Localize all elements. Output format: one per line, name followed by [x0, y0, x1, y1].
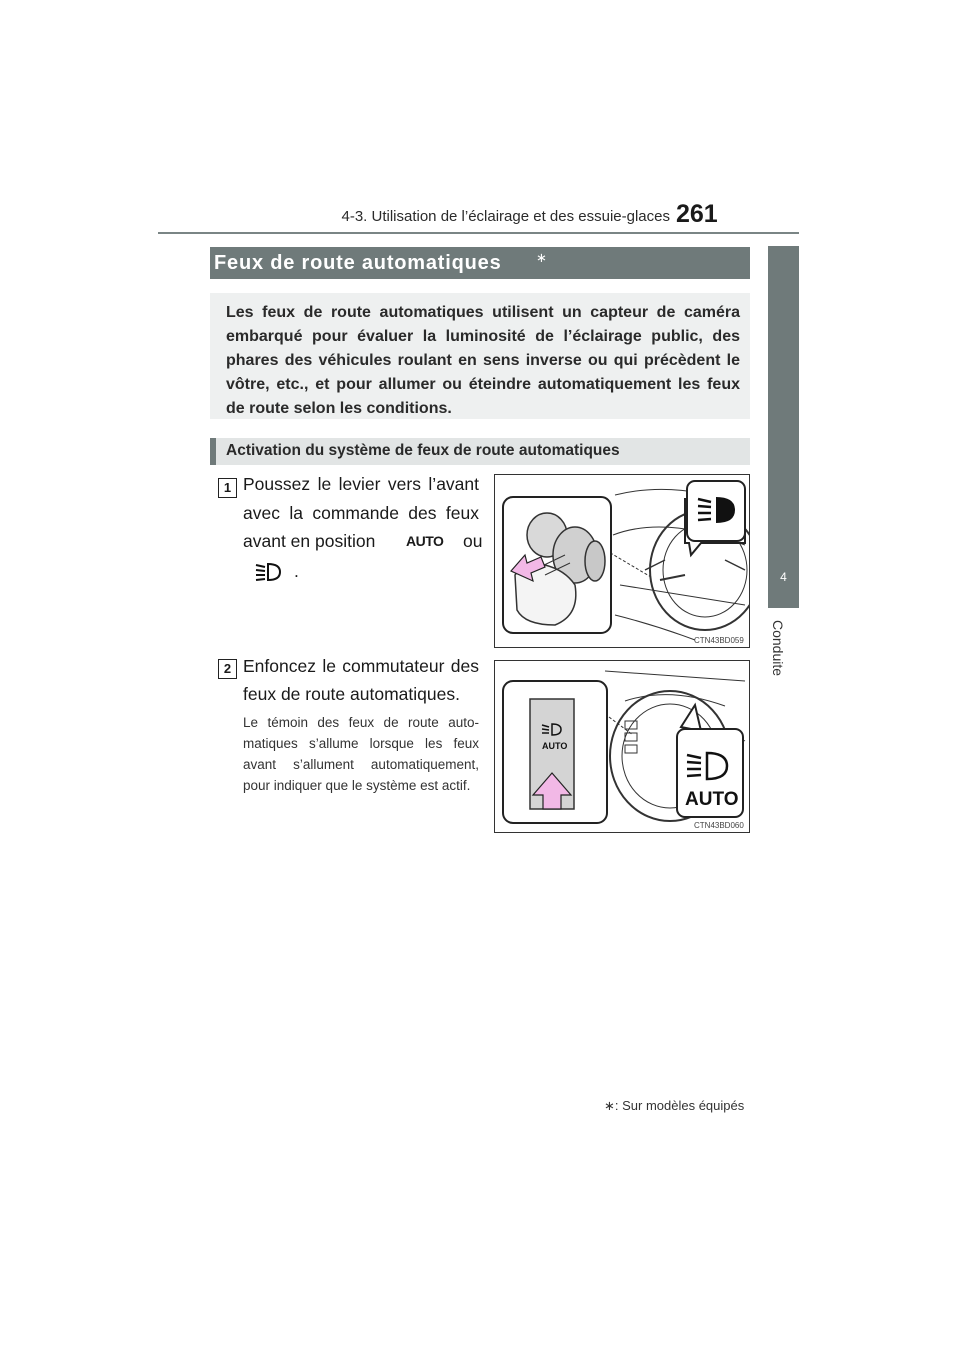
figure-switch: [494, 660, 750, 833]
switch-illustration: [495, 661, 749, 832]
step-number: 2: [218, 659, 237, 679]
page-number: 261: [676, 200, 718, 228]
chapter-tab: [768, 246, 799, 608]
subheading: Activation du système de feux de route automatiques: [226, 442, 620, 459]
figure-lever: [494, 474, 750, 648]
footnote: ∗: Sur modèles équipés: [604, 1098, 745, 1113]
step-text-line: avant en position: [243, 531, 376, 551]
figure-code: CTN43BD060: [694, 821, 744, 830]
step-text-line: Poussez le levier vers l’avant: [243, 474, 479, 494]
chapter-tab-number: 4: [780, 570, 787, 584]
high-beam-icon: [254, 561, 282, 583]
chapter-tab-label: Conduite: [770, 620, 786, 677]
title-asterisk: ∗: [536, 250, 547, 265]
intro-text: Les feux de route automatiques utilisent un capteur de caméra embarqué pour évaluer la luminosité de l’éclairage public, des phares des véhicules roulant en sens inverse ou qui précèdent le vôtre, etc., et pour allumer ou éteindre automatiquement les feux de route selon les conditions.: [226, 304, 740, 417]
step-number: 1: [218, 478, 237, 498]
step-text-line: avec la commande des feux: [243, 503, 479, 523]
switch-auto-label: AUTO: [542, 741, 568, 751]
step-text-line: Enfoncez le commutateur des: [243, 656, 479, 676]
page-title: Feux de route automatiques: [214, 252, 502, 274]
header-rule: [158, 232, 799, 234]
section-header: 4-3. Utilisation de l’éclairage et des essuie-glaces: [341, 208, 670, 225]
intro-box: [210, 293, 750, 419]
figure-code: CTN43BD059: [694, 636, 744, 645]
auto-symbol: AUTO: [406, 533, 444, 549]
step-text-line: feux de route automatiques.: [243, 684, 460, 704]
callout-auto-label: AUTO: [685, 789, 739, 810]
step-text-line: .: [294, 561, 299, 581]
step-text-line: ou: [463, 531, 483, 551]
step-note: Le témoin des feux de route auto-matiques s’allume lorsque les feux avant s’allument automatiquement, pour indiquer que le système est actif.: [243, 715, 479, 793]
lever-illustration: [495, 475, 749, 647]
